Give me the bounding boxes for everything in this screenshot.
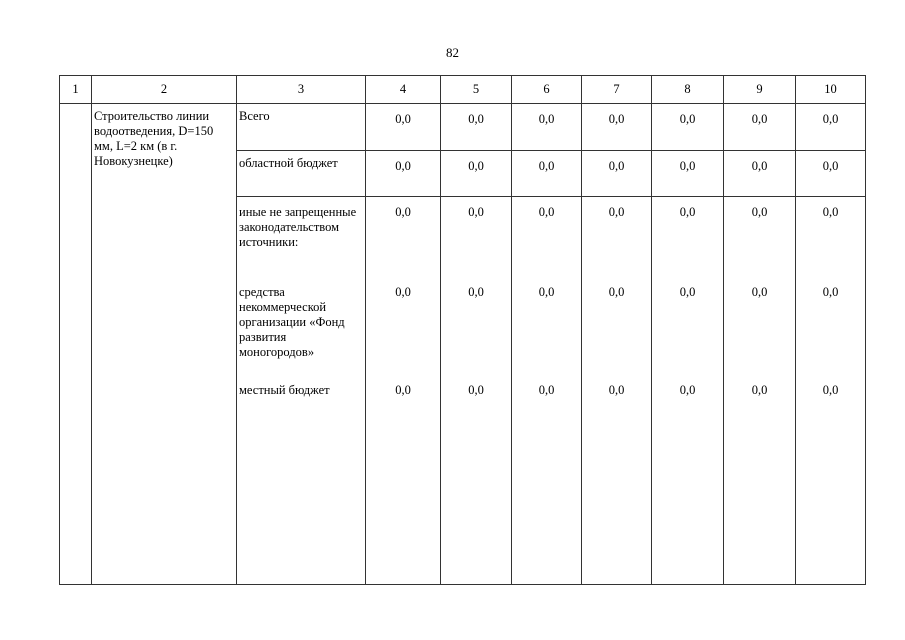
value-cell bbox=[512, 197, 582, 585]
value-item: 0,0 bbox=[822, 383, 839, 397]
value-item: 0,0 bbox=[751, 285, 768, 299]
value-cell bbox=[441, 197, 512, 585]
value-cell: 0,0 bbox=[512, 151, 582, 197]
value-cell: 0,0 bbox=[652, 151, 724, 197]
value-cell bbox=[796, 197, 866, 585]
value-cell bbox=[582, 197, 652, 585]
value-cell: 0,0 bbox=[796, 151, 866, 197]
value-cell: 0,0 bbox=[512, 104, 582, 151]
value-item: 0,0 bbox=[751, 205, 768, 219]
source-item: местный бюджет bbox=[239, 383, 330, 397]
column-header: 6 bbox=[512, 76, 582, 104]
column-header: 10 bbox=[796, 76, 866, 104]
value-cell: 0,0 bbox=[441, 104, 512, 151]
value-item: 0,0 bbox=[822, 285, 839, 299]
value-item: 0,0 bbox=[538, 383, 555, 397]
project-name-cell: Строительство линии водоотведения, D=150 мм, L=2 км (в г. Новокузнецке) bbox=[92, 104, 237, 585]
value-cell bbox=[366, 197, 441, 585]
value-cell: 0,0 bbox=[441, 151, 512, 197]
column-header: 5 bbox=[441, 76, 512, 104]
value-item: 0,0 bbox=[538, 285, 555, 299]
value-cell bbox=[652, 197, 724, 585]
value-item: 0,0 bbox=[395, 383, 411, 397]
value-item: 0,0 bbox=[395, 205, 411, 219]
column-header: 2 bbox=[92, 76, 237, 104]
column-header: 3 bbox=[237, 76, 366, 104]
value-item: 0,0 bbox=[538, 205, 555, 219]
value-cell: 0,0 bbox=[366, 104, 441, 151]
value-item: 0,0 bbox=[751, 383, 768, 397]
value-item: 0,0 bbox=[608, 383, 625, 397]
value-item: 0,0 bbox=[608, 285, 625, 299]
column-header: 8 bbox=[652, 76, 724, 104]
column-header: 7 bbox=[582, 76, 652, 104]
value-item: 0,0 bbox=[468, 205, 484, 219]
value-item: 0,0 bbox=[679, 383, 696, 397]
value-cell: 0,0 bbox=[796, 104, 866, 151]
column-header: 1 bbox=[60, 76, 92, 104]
source-item: иные не запрещенные законодательством источники: bbox=[239, 205, 357, 249]
value-cell: 0,0 bbox=[652, 104, 724, 151]
value-item: 0,0 bbox=[679, 285, 696, 299]
value-item: 0,0 bbox=[679, 205, 696, 219]
value-item: 0,0 bbox=[822, 205, 839, 219]
column-header: 4 bbox=[366, 76, 441, 104]
table-row bbox=[60, 104, 866, 151]
row-index-cell bbox=[60, 104, 92, 585]
source-cell bbox=[237, 197, 366, 585]
value-cell: 0,0 bbox=[582, 104, 652, 151]
column-header: 9 bbox=[724, 76, 796, 104]
value-item: 0,0 bbox=[608, 205, 625, 219]
value-cell: 0,0 bbox=[366, 151, 441, 197]
source-item: средства некоммерческой организации «Фонд развития моногородов» bbox=[239, 285, 345, 359]
value-item: 0,0 bbox=[468, 285, 484, 299]
value-cell: 0,0 bbox=[724, 104, 796, 151]
value-cell: 0,0 bbox=[724, 151, 796, 197]
page-number: 82 bbox=[446, 45, 459, 60]
value-cell bbox=[724, 197, 796, 585]
source-cell: Всего bbox=[237, 104, 366, 151]
header-row bbox=[60, 76, 866, 104]
value-cell: 0,0 bbox=[582, 151, 652, 197]
budget-table bbox=[59, 75, 866, 585]
value-item: 0,0 bbox=[395, 285, 411, 299]
value-item: 0,0 bbox=[468, 383, 484, 397]
source-cell: областной бюджет bbox=[237, 151, 366, 197]
